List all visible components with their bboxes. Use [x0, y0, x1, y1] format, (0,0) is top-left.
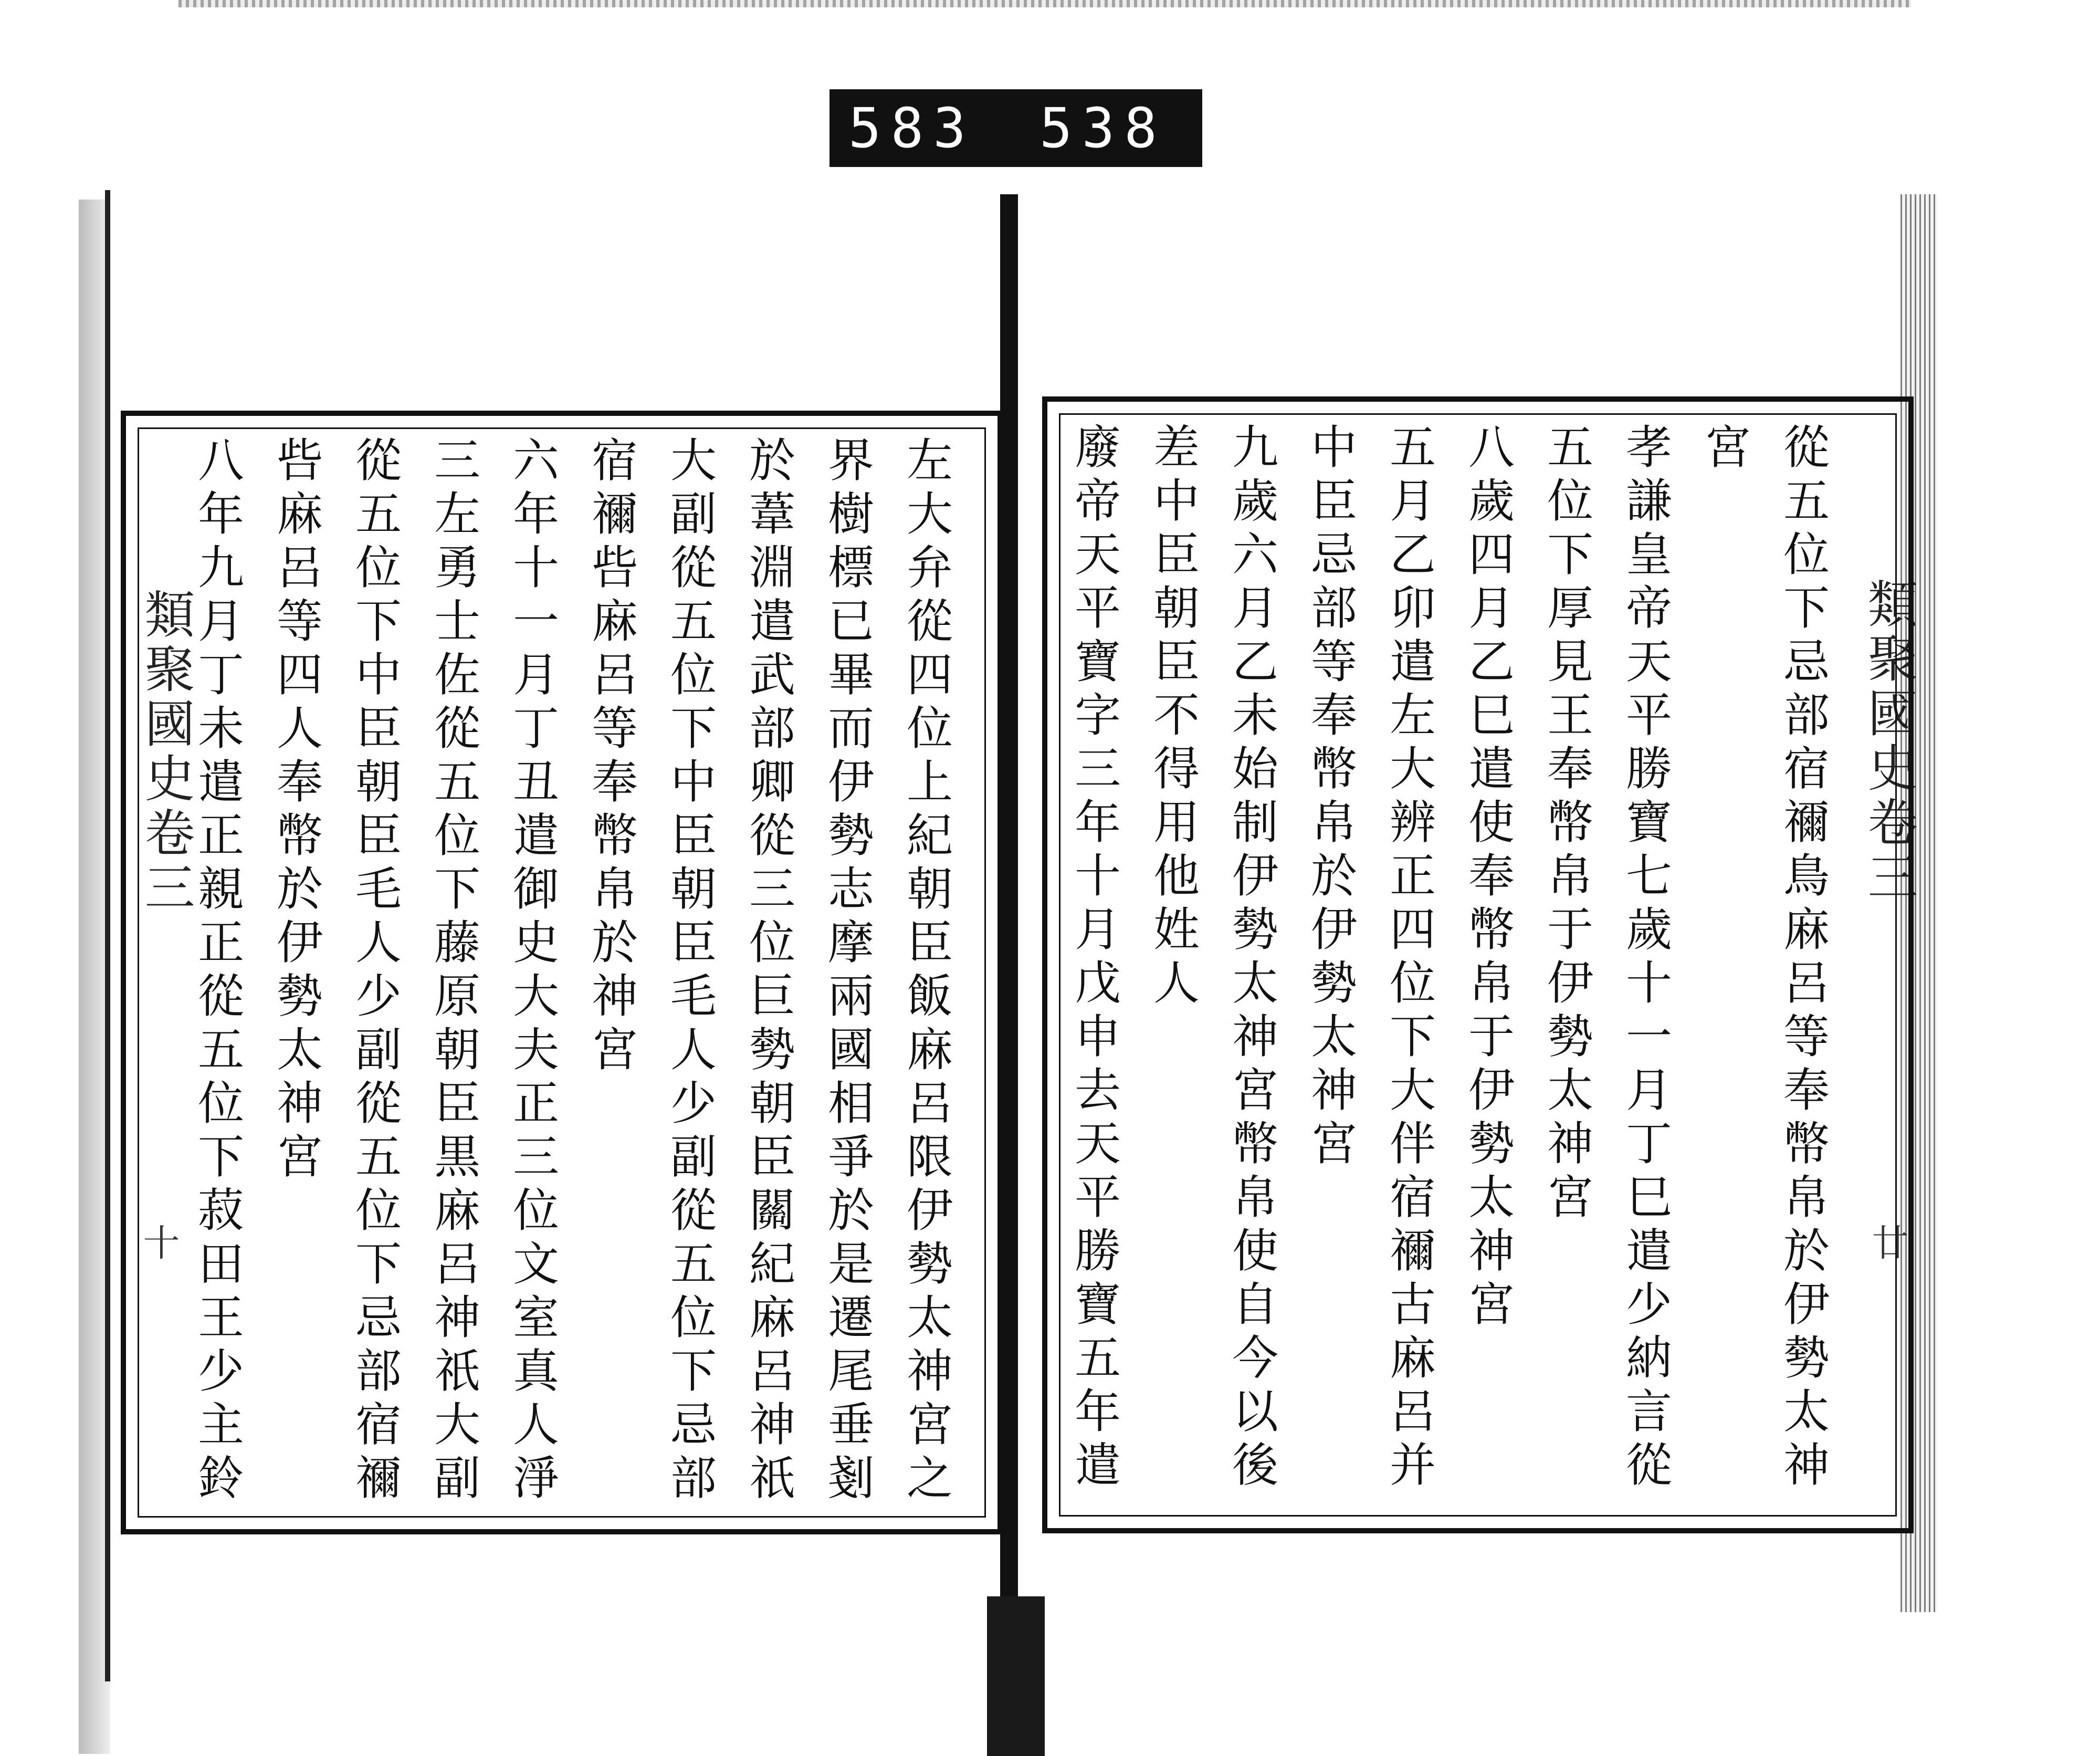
left-column-8: 從五位下中臣朝臣毛人少副從五位下忌部宿禰	[348, 436, 402, 1507]
right-column-9: 差中臣朝臣不得用他姓人	[1146, 423, 1200, 1012]
right-column-7: 中臣忌部等奉幣帛於伊勢太神宮	[1304, 423, 1358, 1173]
left-margin-title: 類聚國史卷三	[136, 588, 195, 916]
book-gutter	[1000, 194, 1018, 1756]
right-folio: 廿	[1866, 1224, 1909, 1260]
right-column-8: 九歲六月乙未始制伊勢太神宮幣帛使自今以後	[1225, 423, 1279, 1494]
right-column-1: 從五位下忌部宿禰鳥麻呂等奉幣帛於伊勢太神	[1776, 423, 1830, 1494]
gutter-foot	[987, 1596, 1045, 1756]
left-column-6: 六年十一月丁丑遣御史大夫正三位文室真人淨	[506, 436, 560, 1507]
right-column-5: 八歲四月乙巳遣使奉幣帛于伊勢太神宮	[1461, 423, 1515, 1333]
right-column-2: 宮	[1697, 423, 1751, 476]
right-column-4: 五位下厚見王奉幣帛于伊勢太神宮	[1540, 423, 1594, 1226]
right-column-6: 五月乙卯遣左大辨正四位下大伴宿禰古麻呂并	[1382, 423, 1436, 1494]
microfilm-frame-label	[830, 89, 1202, 167]
scan-edge	[178, 0, 1911, 7]
left-column-9: 呰麻呂等四人奉幣於伊勢太神宮	[269, 436, 323, 1186]
frame-number-left: 583	[848, 96, 975, 160]
right-margin-title: 類聚國史卷三	[1860, 578, 1918, 905]
left-column-2: 界樹標已畢而伊勢志摩兩國相爭於是遷尾垂剗	[821, 436, 875, 1507]
left-column-5: 宿禰呰麻呂等奉幣帛於神宮	[584, 436, 638, 1079]
frame-number-right: 538	[1040, 96, 1167, 160]
left-column-7: 三左勇士佐從五位下藤原朝臣黒麻呂神祇大副	[427, 436, 481, 1507]
left-column-10: 八年九月丁未遣正親正從五位下菽田王少主鈴	[191, 436, 245, 1507]
left-column-1: 左大弁從四位上紀朝臣飯麻呂限伊勢太神宮之	[899, 436, 953, 1507]
left-column-3: 於葦淵遣武部卿從三位巨勢朝臣關紀麻呂神祇	[742, 436, 796, 1507]
right-column-10: 廢帝天平寶字三年十月戊申去天平勝寶五年遣	[1067, 423, 1121, 1494]
right-column-3: 孝謙皇帝天平勝寶七歲十一月丁巳遣少納言從	[1619, 423, 1673, 1494]
left-folio: 十	[137, 1224, 180, 1260]
left-column-4: 大副從五位下中臣朝臣毛人少副從五位下忌部	[663, 436, 717, 1507]
